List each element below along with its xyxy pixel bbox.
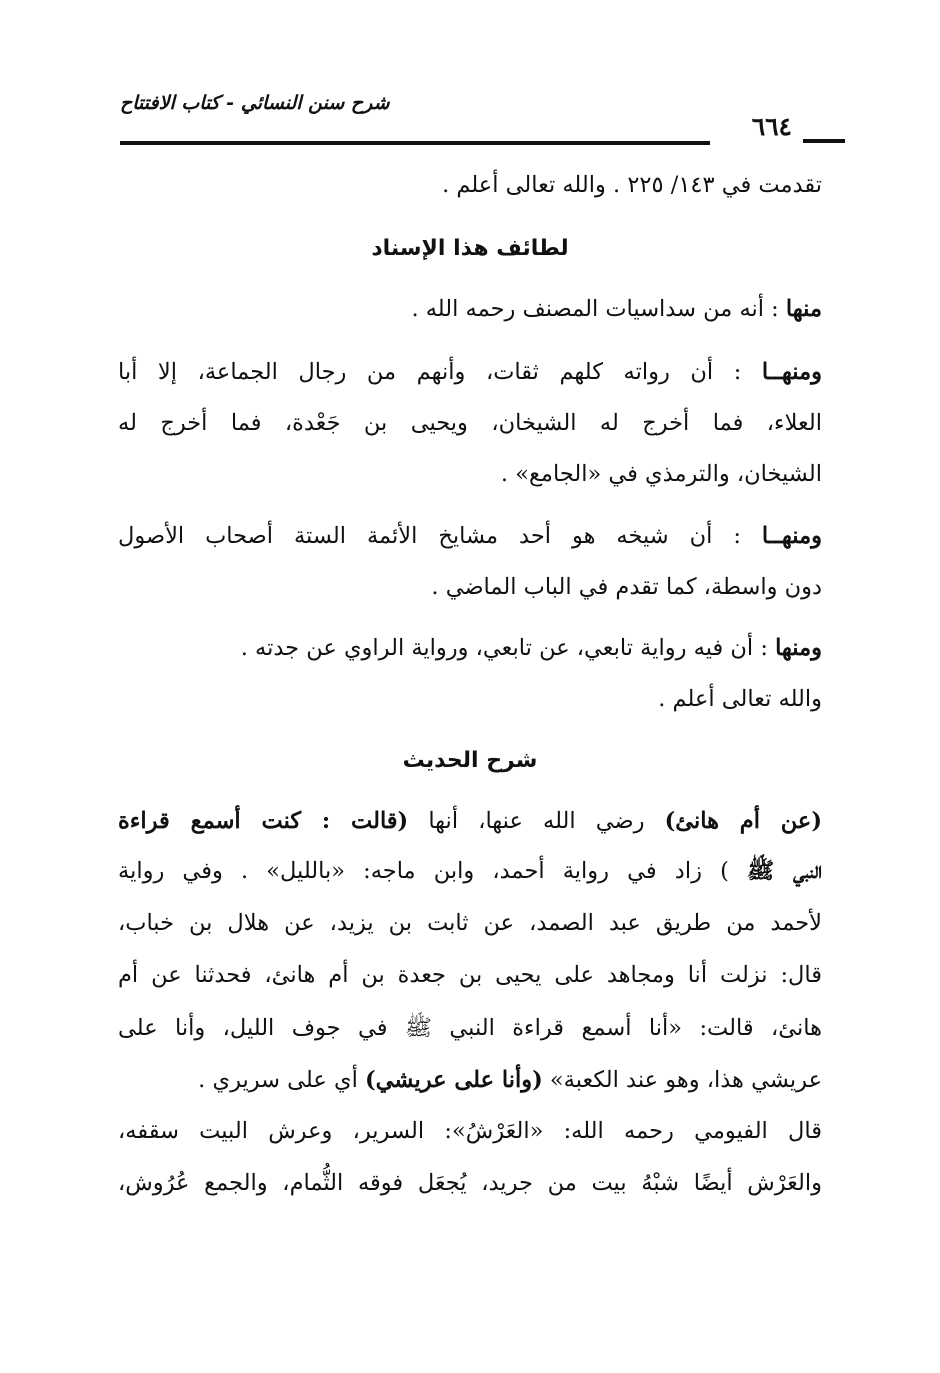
paragraph-lead: ومنها (775, 635, 822, 661)
paragraph-text: : أن فيه رواية تابعي، عن تابعي، ورواية الراوي عن جدته . (240, 635, 776, 661)
commentary-line-6 (198, 1067, 822, 1093)
commentary-line-7: قال الفيومي رحمه الله: «العَرْشُ»: السرير، وعرش البيت سقفه، (118, 1118, 822, 1144)
header-rule (120, 141, 710, 145)
intro-line: تقدمت في ١٤٣/ ٢٢٥ . والله تعالى أعلم . (442, 172, 822, 198)
page-number-dash (803, 139, 845, 143)
commentary-line-5: هانئ، قالت: «أنا أسمع قراءة النبي ﷺ في جوف الليل، وأنا على (118, 1015, 822, 1041)
quoted-hadith-text: النبي ﷺ (746, 858, 822, 884)
commentary-line-4: قال: نزلت أنا ومجاهد على يحيى بن جعدة بن أم هانئ، فحدثنا عن أم (118, 962, 822, 988)
commentary-text: رضي الله عنها، أنها (408, 808, 665, 834)
paragraph-lead: ومنهــا (761, 523, 822, 549)
section-heading-isnad: لطائف هذا الإسناد (371, 236, 569, 261)
paragraph-lead: ومنهــا (761, 359, 822, 385)
paragraph-text: : أن شيخه هو أحد مشايخ الأئمة الستة أصحاب الأصول (118, 523, 762, 549)
commentary-line-1 (118, 808, 822, 834)
quoted-hadith-text: (قالت : كنت أسمع قراءة (118, 808, 409, 834)
paragraph-lead: منها (785, 296, 822, 322)
paragraph-3-line-1 (118, 523, 822, 549)
page-number: ٦٦٤ (751, 112, 792, 141)
commentary-line-3: لأحمد من طريق عبد الصمد، عن ثابت بن يزيد، عن هلال بن خباب، (118, 910, 822, 936)
section-heading-sharh: شرح الحديث (402, 748, 538, 773)
commentary-text: عريشي هذا، وهو عند الكعبة» (542, 1067, 822, 1093)
paragraph-4-line-2: والله تعالى أعلم . (658, 686, 822, 712)
quoted-hadith-text: (عن أم هانئ) (664, 808, 822, 834)
paragraph-text: : أن رواته كلهم ثقات، وأنهم من رجال الجماعة، إلا أبا (118, 359, 762, 385)
quoted-hadith-text: (وأنا على عريشي) (364, 1067, 543, 1093)
commentary-line-2 (118, 858, 822, 890)
paragraph-2-line-3: الشيخان، والترمذي في «الجامع» . (500, 461, 822, 487)
running-header-title: شرح سنن النسائي - كتاب الافتتاح (120, 92, 390, 114)
paragraph-4-line-1 (241, 635, 822, 661)
paragraph-text: : أنه من سداسيات المصنف رحمه الله . (411, 296, 786, 322)
commentary-text: أي على سريري . (198, 1067, 365, 1093)
commentary-line-8: والعَرْش أيضًا شبْهُ بيت من جريد، يُجعَل فوقه الثُّمام، والجمع عُرُوش، (118, 1170, 822, 1196)
commentary-text: ) زاد في رواية أحمد، وابن ماجه: «بالليل» . وفي رواية (118, 858, 747, 884)
paragraph-3-line-2: دون واسطة، كما تقدم في الباب الماضي . (431, 574, 822, 600)
paragraph-2-line-1 (118, 359, 822, 385)
paragraph-2-line-2: العلاء، فما أخرج له الشيخان، ويحيى بن جَعْدة، فما أخرج له (118, 410, 822, 436)
paragraph-1 (411, 296, 822, 322)
